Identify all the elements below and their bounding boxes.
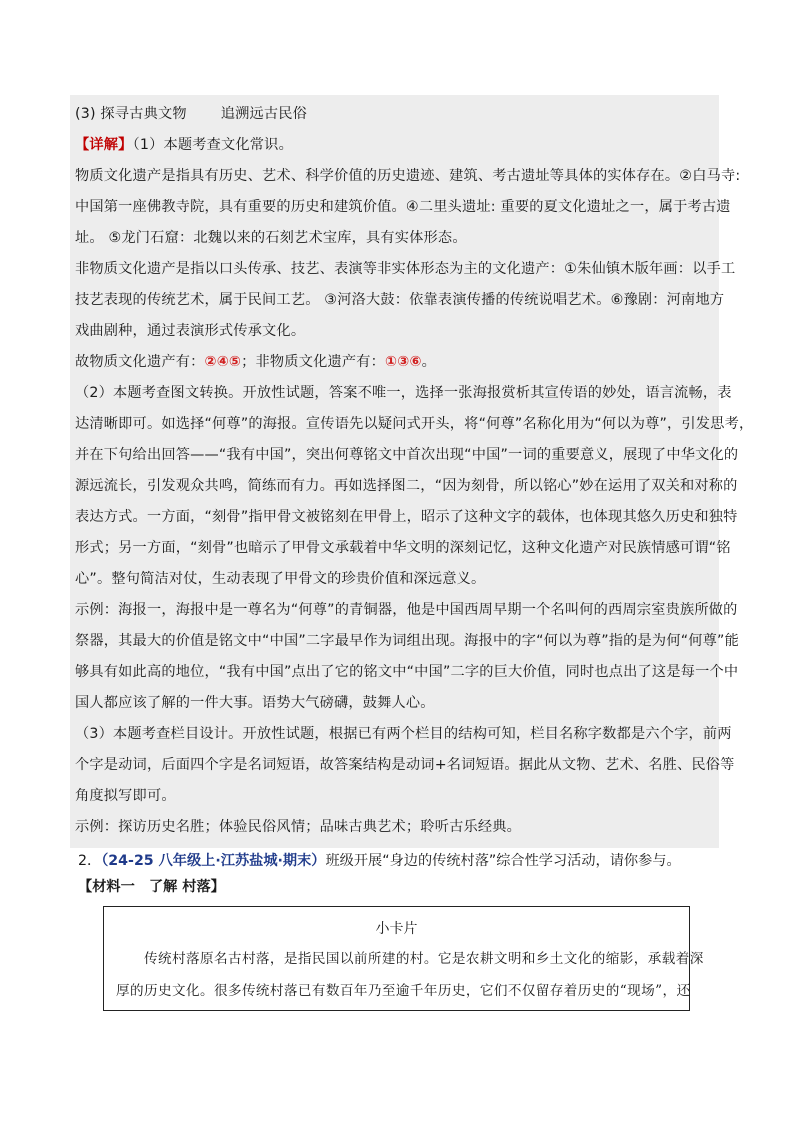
text-line: 物质文化遗产是指具有历史、艺术、科学价值的历史遗迹、建筑、考古遗址等具体的实体存在。②白马寺: xyxy=(75,168,741,184)
text-line: 个字是动词，后面四个字是名词短语，故答案结构是动词+名词短语。据此从文物、艺术、名胜、民俗等 xyxy=(75,757,735,773)
text-line: 源远流长，引发观众共鸣，简练而有力。再如选择图二，“因为刻骨，所以铭心”妙在运用了双关和对称的 xyxy=(75,478,738,494)
detail-text: （1）本题考查文化常识。 xyxy=(132,137,293,153)
detail-bracket: 【详解】 xyxy=(75,137,133,153)
text-line: 心”。整句简洁对仗，生动表现了甲骨文的珍贵价值和深远意义。 xyxy=(75,571,486,587)
text-line: 非物质文化遗产是指以口头传承、技艺、表演等非实体形态为主的文化遗产：①朱仙镇木版年画：以手工 xyxy=(75,261,736,277)
text-line: 角度拟写即可。 xyxy=(75,788,176,804)
card-line: 传统村落原名古村落，是指民国以前所建的村。它是农耕文明和乡土文化的缩影，承载着深 xyxy=(116,951,704,967)
detail-heading xyxy=(75,130,723,161)
text-line: 够具有如此高的地位，“我有中国”点出了它的铭文中“中国”二字的巨大价值，同时也点出了这是每一个中 xyxy=(75,664,739,680)
text-line: 技艺表现的传统艺术，属于民间工艺。 ③河洛大鼓：依靠表演传播的传统说唱艺术。⑥豫剧：河南地方 xyxy=(75,292,725,308)
text-line: 形式；另一方面，“刻骨”也暗示了甲骨文承载着中华文明的深刻记忆，这种文化遗产对民族情感可谓“铭 xyxy=(75,540,731,556)
text-line: 戏曲剧种，通过表演形式传承文化。 xyxy=(75,323,306,339)
text-line: 中国第一座佛教寺院，具有重要的历史和建筑价值。④二里头遗址: 重要的夏文化遗址之一，属于考古遗 xyxy=(75,199,731,215)
summary-line xyxy=(75,347,723,378)
question-number: 2． xyxy=(78,853,102,869)
summary-text-1: 故物质文化遗产有： xyxy=(75,354,205,370)
answer-3-label-2: 追溯远古民俗 xyxy=(220,106,308,122)
question-text: 班级开展“身边的传统村落”综合性学习活动，请你参与。 xyxy=(325,853,681,869)
text-line: 达清晰即可。如选择“何尊”的海报。宣传语先以疑问式开头，将“何尊”名称化用为“何以为尊”，引发思考， xyxy=(75,416,754,432)
card-body xyxy=(104,943,704,1007)
question-source: （24-25 八年级上·江苏盐城·期末） xyxy=(101,853,326,869)
card-title: 小卡片 xyxy=(375,921,418,937)
text-line: 址。 ⑤龙门石窟：北魏以来的石刻艺术宝库，具有实体形态。 xyxy=(75,230,467,246)
info-card xyxy=(103,906,704,1011)
summary-text-3: 。 xyxy=(421,354,437,370)
answer-3-label: (3) 探寻古典文物 xyxy=(75,106,187,122)
text-line: 示例：探访历史名胜；体验民俗风情；品味古典艺术；聆听古乐经典。 xyxy=(75,819,522,835)
text-line: 示例：海报一，海报中是一尊名为“何尊”的青铜器，他是中国西周早期一个名叫何的西周宗室贵族所做的 xyxy=(75,602,738,618)
text-line: 祭器，其最大的价值是铭文中“中国”二字最早作为词组出现。海报中的字“何以为尊”指的是为何“何尊”能 xyxy=(75,633,739,649)
intangible-answer: ①③⑥ xyxy=(385,354,422,370)
summary-text-2: ；非物质文化遗产有： xyxy=(241,354,386,370)
text-line: 表达方式。一方面，“刻骨”指甲骨文被铭刻在甲骨上，昭示了这种文字的载体，也体现其悠久历史和独特 xyxy=(75,509,738,525)
material-answer: ②④⑤ xyxy=(204,354,242,370)
question-2 xyxy=(78,848,681,874)
card-line: 厚的历史文化。很多传统村落已有数百年乃至逾千年历史，它们不仅留存着历史的“现场”，还 xyxy=(116,983,691,999)
text-line: 并在下句给出回答——“我有中国”，突出何尊铭文中首次出现“中国”一词的重要意义，展现了中华文化的 xyxy=(75,447,739,463)
material-label: 【材料一 了解 村落】 xyxy=(78,879,225,895)
answer-3-line xyxy=(75,99,723,130)
text-line: （3）本题考查栏目设计。开放性试题，根据已有两个栏目的结构可知，栏目名称字数都是六个字，前两 xyxy=(75,726,732,742)
answer-section xyxy=(75,99,754,843)
text-line: 国人都应该了解的一件大事。语势大气磅礴，鼓舞人心。 xyxy=(75,695,435,711)
text-line: （2）本题考查图文转换。开放性试题，答案不唯一，选择一张海报赏析其宣传语的妙处，语言流畅，表 xyxy=(75,385,732,401)
